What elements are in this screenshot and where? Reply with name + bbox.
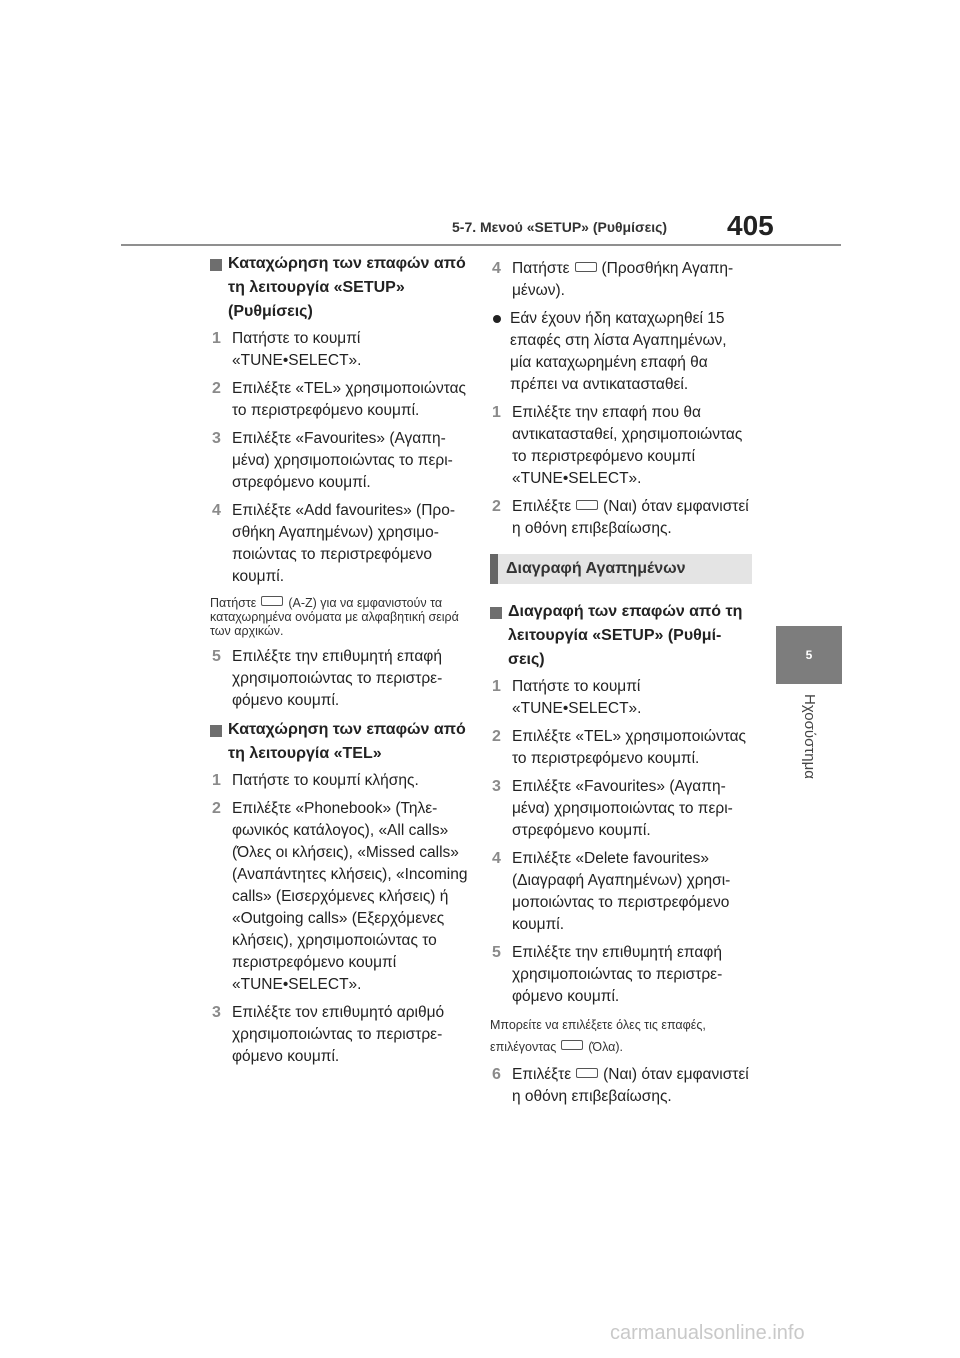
section-heading: Καταχώρηση των επαφών από τη λειτουργία «TEL» [210, 718, 475, 766]
step: 2 Επιλέξτε «Phonebook» (Τηλεφωνικός κατάλογος), «All calls» (Όλες οι κλήσεις), «Missed calls» (Αναπάντητες κλήσεις), «Incoming calls» (Εισερχόμενες κλήσεις) ή «Outgoing calls» (Εξερχόμενες κλήσεις), χρησιμοποιώντας το περιστρεφόμενο κουμπί «TUNE•SELECT». [212, 800, 468, 993]
bullet-item: Εάν έχουν ήδη καταχωρηθεί 15 επαφές στη λίστα Αγαπημένων, μία καταχωρημένη επαφή θα πρέπει να αντικατασταθεί. [490, 308, 752, 396]
step: 3 Επιλέξτε «Favourites» (Αγαπημένα) χρησιμοποιώντας το περιστρεφόμενο κουμπί. [492, 778, 733, 839]
step: 6 Επιλέξτε (Ναι) όταν εμφανιστεί η οθόνη επιβεβαίωσης. [492, 1066, 749, 1105]
header-divider [121, 244, 841, 246]
section-title-band: Διαγραφή Αγαπημένων [490, 554, 752, 584]
step: 4 Επιλέξτε «Delete favourites» (Διαγραφή Αγαπημένων) χρησιμοποιώντας το περιστρεφόμενο κουμπί. [492, 850, 731, 933]
screen-button-icon [575, 262, 597, 272]
screen-button-icon [561, 1040, 583, 1050]
square-bullet-icon [210, 725, 222, 737]
step: 2 Επιλέξτε «TEL» χρησιμοποιώντας το περιστρεφόμενο κουμπί. [212, 380, 467, 419]
left-column [210, 252, 475, 1074]
step: 5 Επιλέξτε την επιθυμητή επαφή χρησιμοποιώντας το περιστρεφόμενο κουμπί. [492, 944, 723, 1005]
page-number: 405 [727, 210, 774, 241]
step: 1 Επιλέξτε την επαφή που θα αντικατασταθεί, χρησιμοποιώντας το περιστρεφόμενο κουμπί «TUNE•SELECT». [492, 404, 743, 487]
right-column [490, 258, 752, 1114]
step: 1 Πατήστε το κουμπί «TUNE•SELECT». [212, 330, 362, 369]
screen-button-icon [261, 596, 283, 606]
chapter-tab [776, 626, 842, 684]
step: 3 Επιλέξτε «Favourites» (Αγαπημένα) χρησιμοποιώντας το περιστρεφόμενο κουμπί. [212, 430, 453, 491]
watermark: carmanualsonline.info [610, 1322, 805, 1344]
step: 2 Επιλέξτε «TEL» χρησιμοποιώντας το περιστρεφόμενο κουμπί. [492, 728, 747, 767]
step: 2 Επιλέξτε (Ναι) όταν εμφανιστεί η οθόνη επιβεβαίωσης. [492, 498, 749, 537]
step: 1 Πατήστε το κουμπί κλήσης. [212, 772, 419, 789]
bullet-dot-icon [493, 315, 501, 323]
section-heading: Καταχώρηση των επαφών από τη λειτουργία «SETUP» (Ρυθμίσεις) [210, 252, 475, 324]
section-heading: Διαγραφή των επαφών από τη λειτουργία «SETUP» (Ρυθμίσεις) [490, 600, 752, 672]
screen-button-icon [576, 500, 598, 510]
step: 4 Επιλέξτε «Add favourites» (Προσθήκη Αγαπημένων) χρησιμοποιώντας το περιστρεφόμενο κουμπί. [212, 502, 456, 585]
note: Πατήστε (A-Z) για να εμφανιστούν τα καταχωρημένα ονόματα με αλφαβητική σειρά των αρχικών. [210, 596, 459, 638]
chapter-title: 5-7. Μενού «SETUP» (Ρυθμίσεις) [452, 219, 668, 235]
chapter-tab-label: Ηχοσύστημα [801, 694, 818, 779]
square-bullet-icon [210, 259, 222, 271]
note: Μπορείτε να επιλέξετε όλες τις επαφές, επιλέγοντας (Όλα). [490, 1018, 706, 1054]
step: 5 Επιλέξτε την επιθυμητή επαφή χρησιμοποιώντας το περιστρεφόμενο κουμπί. [212, 648, 443, 709]
step: 4 Πατήστε (Προσθήκη Αγαπημένων). [492, 260, 734, 299]
step: 3 Επιλέξτε τον επιθυμητό αριθμό χρησιμοποιώντας το περιστρεφόμενο κουμπί. [212, 1004, 445, 1065]
square-bullet-icon [490, 607, 502, 619]
step: 1 Πατήστε το κουμπί «TUNE•SELECT». [492, 678, 642, 717]
screen-button-icon [576, 1068, 598, 1078]
chapter-tab-number: 5 [805, 648, 813, 662]
